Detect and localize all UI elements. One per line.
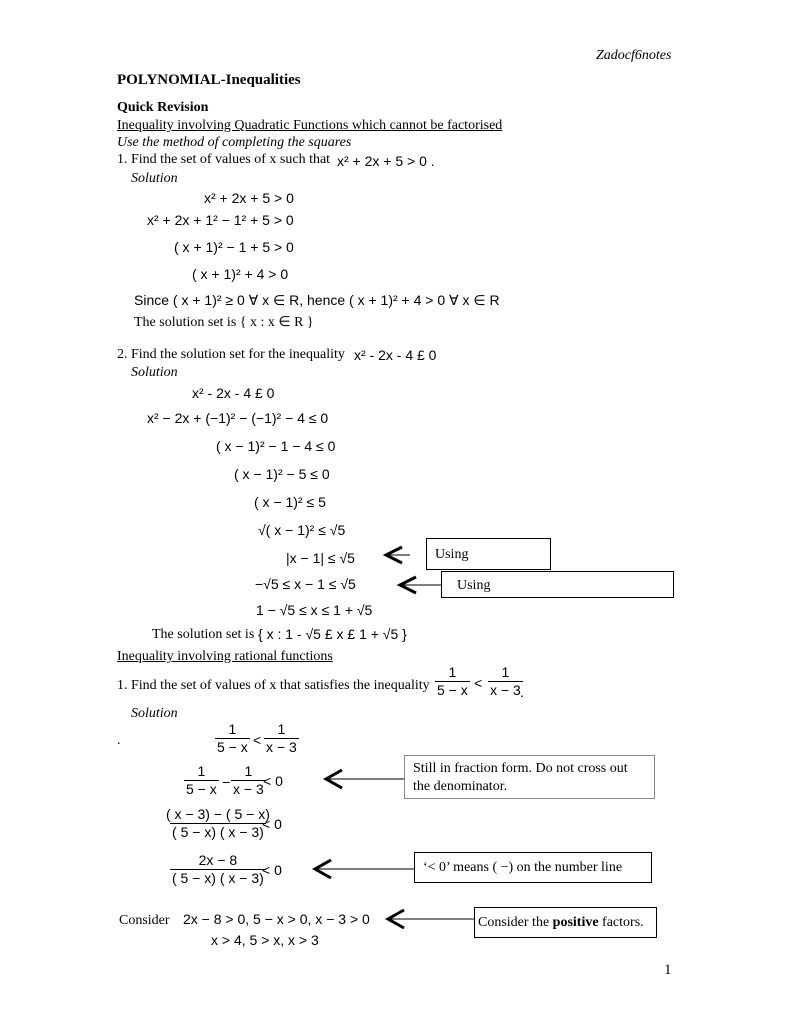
frac-numerator: 1 [244, 763, 253, 779]
quadratic-subheading: Inequality involving Quadratic Functions which cannot be factorised [117, 118, 503, 133]
q3-solution-label: Solution [131, 706, 178, 721]
q3-prompt-frac-a [435, 664, 470, 699]
arrow-left-icon [380, 545, 410, 565]
q2-step-9: 1 − √5 ≤ x ≤ 1 + √5 [256, 602, 373, 618]
q2-solution-label: Solution [131, 365, 178, 380]
q1-step-4: ( x + 1)² + 4 > 0 [192, 266, 289, 282]
note-box-using-2: Using [441, 571, 674, 598]
method-note: Use the method of completing the squares [117, 135, 352, 150]
note-box-positive-factors [474, 907, 657, 938]
frac-numerator: 1 [501, 664, 510, 680]
q3-step1-frac-a [215, 721, 250, 756]
arrow-left-icon [311, 858, 416, 880]
frac-denominator: x − 3 [490, 681, 521, 698]
page-number: 1 [664, 962, 672, 978]
q3-consider-line2: x > 4, 5 > x, x > 3 [211, 932, 319, 948]
q2-step-2: x² − 2x + (−1)² − (−1)² − 4 ≤ 0 [147, 410, 329, 426]
q1-solution-label: Solution [131, 171, 178, 186]
frac-numerator: 1 [197, 763, 206, 779]
q2-inequality: x² - 2x - 4 £ 0 [354, 347, 437, 363]
page-title: POLYNOMIAL-Inequalities [117, 72, 301, 88]
q3-step4-lt0: < 0 [262, 862, 282, 878]
q3-step1-frac-b [264, 721, 299, 756]
q3-consider-line1: 2x − 8 > 0, 5 − x > 0, x − 3 > 0 [183, 911, 370, 927]
q1-step-1: x² + 2x + 5 > 0 [204, 190, 294, 206]
frac-denominator: 5 − x [217, 738, 248, 755]
q2-step-8: −√5 ≤ x − 1 ≤ √5 [255, 576, 356, 592]
q3-prompt-lt: < [474, 675, 483, 691]
q2-solution-set-prefix: The solution set is [152, 627, 255, 642]
q2-prompt: 2. Find the solution set for the inequality [117, 347, 345, 362]
rational-subheading: Inequality involving rational functions [117, 649, 333, 664]
header-author: Zadocf6notes [596, 48, 672, 63]
q2-step-4: ( x − 1)² − 5 ≤ 0 [234, 466, 330, 482]
frac-denominator: ( 5 − x) ( x − 3) [172, 823, 264, 840]
q3-step2-frac-b [231, 763, 266, 798]
q3-consider-label: Consider [119, 913, 170, 928]
q3-step2-lt0: < 0 [263, 773, 283, 789]
q2-step-1: x² - 2x - 4 £ 0 [192, 385, 275, 401]
q3-step3-frac [164, 806, 272, 841]
frac-numerator: 2x − 8 [198, 852, 238, 868]
frac-numerator: ( x − 3) − ( 5 − x) [166, 806, 270, 822]
q3-step4-frac [170, 852, 266, 887]
frac-denominator: x − 3 [233, 780, 264, 797]
frac-numerator: 1 [228, 721, 237, 737]
frac-denominator: 5 − x [186, 780, 217, 797]
q2-step-6: √( x − 1)² ≤ √5 [258, 522, 346, 538]
q1-step-2: x² + 2x + 1² − 1² + 5 > 0 [147, 212, 294, 228]
note-box-less-than-zero: ‘< 0’ means ( −) on the number line [414, 852, 652, 883]
note-positive-post: factors. [598, 915, 644, 930]
q3-step2-minus: − [222, 774, 231, 790]
q3-step2-frac-a [184, 763, 219, 798]
note-box-fraction-form: Still in fraction form. Do not cross out the denominator. [404, 755, 655, 799]
arrow-left-icon [322, 768, 404, 790]
frac-numerator: 1 [448, 664, 457, 680]
arrow-left-icon [394, 575, 444, 595]
note-positive-bold: positive [552, 915, 599, 930]
arrow-left-icon [384, 908, 476, 930]
note-box-using-1: Using [426, 538, 551, 570]
frac-denominator: ( 5 − x) ( x − 3) [172, 869, 264, 886]
frac-denominator: x − 3 [266, 738, 297, 755]
frac-numerator: 1 [277, 721, 286, 737]
q3-step3-lt0: < 0 [262, 816, 282, 832]
q1-step-3: ( x + 1)² − 1 + 5 > 0 [174, 239, 294, 255]
q3-dot: . [117, 733, 121, 748]
q2-step-5: ( x − 1)² ≤ 5 [254, 494, 326, 510]
q1-solution-set: The solution set is { x : x ∈ R } [134, 315, 314, 330]
q1-since: Since ( x + 1)² ≥ 0 ∀ x ∈ R, hence ( x + 1)² + 4 > 0 ∀ x ∈ R [134, 292, 500, 308]
note-positive-pre: Consider the [478, 915, 553, 930]
q2-step-7: |x − 1| ≤ √5 [286, 550, 355, 566]
frac-denominator: 5 − x [437, 681, 468, 698]
q2-step-3: ( x − 1)² − 1 − 4 ≤ 0 [216, 438, 336, 454]
q3-step1-lt: < [253, 732, 262, 748]
q2-solution-set: { x : 1 - √5 £ x £ 1 + √5 } [258, 626, 407, 642]
q1-prompt: 1. Find the set of values of x such that [117, 152, 331, 167]
q3-prompt-end: . [520, 684, 524, 700]
q3-prompt: 1. Find the set of values of x that satisfies the inequality [117, 678, 430, 693]
q3-prompt-frac-b [488, 664, 523, 699]
q1-inequality: x² + 2x + 5 > 0 . [337, 153, 435, 169]
quick-revision-heading: Quick Revision [117, 100, 209, 115]
